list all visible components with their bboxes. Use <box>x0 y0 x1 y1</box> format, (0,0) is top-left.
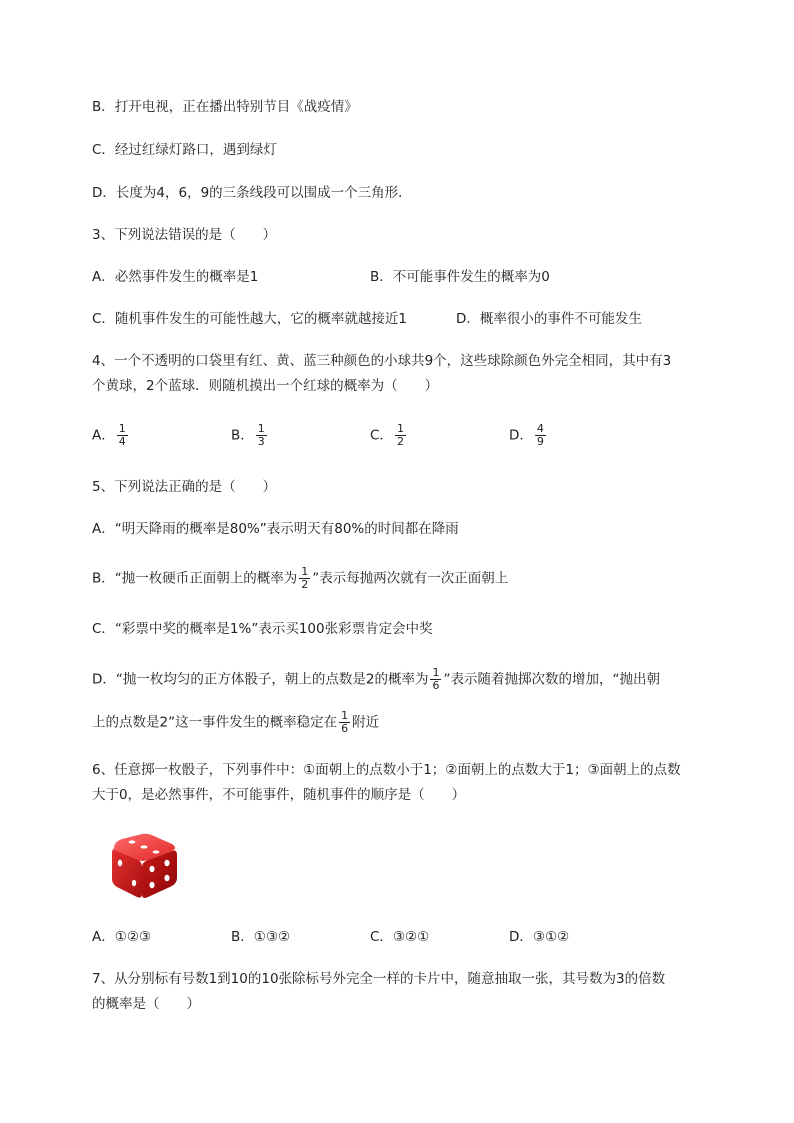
q3-option-a: A．必然事件发生的概率是1 <box>92 269 259 285</box>
denominator: 2 <box>301 578 309 591</box>
q6-option-b: B．①③② <box>231 929 291 945</box>
q5-option-d-line1 <box>92 667 660 692</box>
q5-option-b <box>92 566 508 591</box>
fraction <box>299 566 310 591</box>
option-label: A． <box>92 427 115 444</box>
numerator: 1 <box>396 422 404 435</box>
text: 附近 <box>352 714 380 731</box>
denominator: 9 <box>536 435 544 448</box>
text: ”表示每抛两次就有一次正面朝上 <box>312 570 509 587</box>
numerator: 1 <box>257 422 265 435</box>
denominator: 6 <box>341 722 349 735</box>
text: ”表示随着抛掷次数的增加，“抛出朝 <box>443 671 660 688</box>
denominator: 2 <box>396 435 404 448</box>
fraction <box>395 423 406 448</box>
text: B．“抛一枚硬币正面朝上的概率为 <box>92 570 298 587</box>
option-label: C． <box>370 427 393 444</box>
denominator: 6 <box>432 679 440 692</box>
numerator: 1 <box>432 666 440 679</box>
denominator: 3 <box>257 435 265 448</box>
q2-option-b: B．打开电视，正在播出特别节目《战疫情》 <box>92 99 358 115</box>
q3-stem: 3、下列说法错误的是（ ） <box>92 227 277 243</box>
q4-option-d <box>509 423 548 448</box>
numerator: 1 <box>301 565 309 578</box>
q2-option-d: D．长度为4，6，9的三条线段可以围成一个三角形． <box>92 185 412 201</box>
q6-stem-line1: 6、任意掷一枚骰子，下列事件中：①面朝上的点数小于1；②面朝上的点数大于1；③面朝上的点数 <box>92 762 681 778</box>
q6-stem-line2: 大于0，是必然事件，不可能事件，随机事件的顺序是（ ） <box>92 787 466 803</box>
dice-image <box>108 832 180 900</box>
q5-option-d-line2 <box>92 710 379 735</box>
q6-option-d: D．③①② <box>509 929 570 945</box>
q3-option-b: B．不可能事件发生的概率为0 <box>370 269 550 285</box>
q2-option-c: C．经过红绿灯路口，遇到绿灯 <box>92 142 277 158</box>
q3-option-d: D．概率很小的事件不可能发生 <box>456 311 642 327</box>
q4-stem-line2: 个黄球，2个蓝球．则随机摸出一个红球的概率为（ ） <box>92 378 439 394</box>
numerator: 4 <box>536 422 544 435</box>
denominator: 4 <box>118 435 126 448</box>
fraction <box>339 710 350 735</box>
fraction <box>256 423 267 448</box>
numerator: 1 <box>118 422 126 435</box>
fraction <box>117 423 128 448</box>
q4-option-b <box>231 423 269 448</box>
q4-option-a <box>92 423 130 448</box>
q4-stem-line1: 4、一个不透明的口袋里有红、黄、蓝三种颜色的小球共9个，这些球除颜色外完全相同，其中有3 <box>92 353 672 369</box>
text: D．“抛一枚均匀的正方体骰子，朝上的点数是2的概率为 <box>92 671 429 688</box>
text: 上的点数是2”这一事件发生的概率稳定在 <box>92 714 338 731</box>
q6-option-a: A．①②③ <box>92 929 152 945</box>
fraction <box>430 667 441 692</box>
q5-option-c: C．“彩票中奖的概率是1%”表示买100张彩票肯定会中奖 <box>92 621 433 637</box>
q4-option-c <box>370 423 408 448</box>
q3-option-c: C．随机事件发生的可能性越大，它的概率就越接近1 <box>92 311 408 327</box>
q5-stem: 5、下列说法正确的是（ ） <box>92 479 277 495</box>
q5-option-a: A．“明天降雨的概率是80%”表示明天有80%的时间都在降雨 <box>92 521 459 537</box>
q6-option-c: C．③②① <box>370 929 430 945</box>
fraction <box>535 423 546 448</box>
q7-stem-line2: 的概率是（ ） <box>92 996 200 1012</box>
numerator: 1 <box>341 709 349 722</box>
option-label: D． <box>509 427 533 444</box>
option-label: B． <box>231 427 254 444</box>
q7-stem-line1: 7、从分别标有号数1到10的10张除标号外完全一样的卡片中，随意抽取一张，其号数为3的倍数 <box>92 971 666 987</box>
